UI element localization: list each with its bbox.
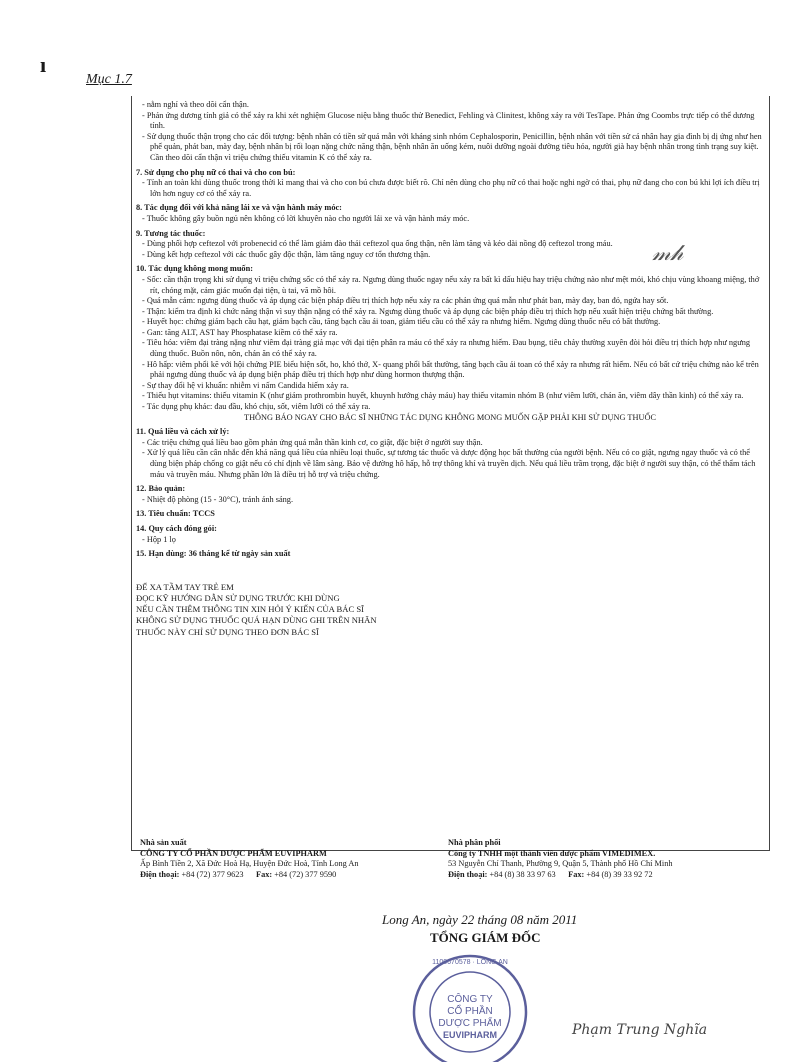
initial-signature-icon: 𝓂𝒽 xyxy=(652,240,684,265)
warning-line: KHÔNG SỬ DỤNG THUỐC QUÁ HẠN DÙNG GHI TRÊN NHÃN xyxy=(136,615,377,626)
manufacturer-contact: Điện thoại: +84 (72) 377 9623 Fax: +84 (72) 377 9590 xyxy=(140,869,337,879)
leaflet-body xyxy=(136,100,764,638)
section-title: 10. Tác dụng không mong muốn: xyxy=(136,264,253,274)
warning-line: ĐỌC KỸ HƯỚNG DẪN SỬ DỤNG TRƯỚC KHI DÙNG xyxy=(136,592,340,603)
section-item: - Phản ứng dương tính giả có thể xảy ra khi xét nghiệm Glucose niệu bằng thuốc thử Benedict, Fehling và Clinitest, không xảy ra với TesTape. Phản ứng Coombs trực tiếp có thể dương tính. xyxy=(136,111,764,132)
warnings-block xyxy=(136,582,764,638)
section-title: 11. Quá liều và cách xử lý: xyxy=(136,427,230,437)
section-title: 14. Quy cách đóng gói: xyxy=(136,523,217,533)
warning-line: NẾU CẦN THÊM THÔNG TIN XIN HỎI Ý KIẾN CỦA BÁC SĨ xyxy=(136,604,364,615)
signatory-title: TỔNG GIÁM ĐỐC xyxy=(430,930,541,945)
distributor-address: 53 Nguyễn Chí Thanh, Phường 9, Quận 5, Thành phố Hồ Chí Minh xyxy=(448,859,673,869)
company-seal-icon xyxy=(395,940,545,1062)
section-title: 9. Tương tác thuốc: xyxy=(136,228,206,238)
section-item: - Thuốc không gây buồn ngủ nên không có lời khuyên nào cho người lái xe và vận hành máy móc. xyxy=(136,214,764,225)
warning-line: THUỐC NÀY CHỈ SỬ DỤNG THEO ĐƠN BÁC SĨ xyxy=(136,626,319,637)
warning-line: ĐỂ XA TẦM TAY TRẺ EM xyxy=(136,581,234,592)
section-item: - Sự thay đổi hệ vi khuẩn: nhiễm vi nấm Candida hiếm xảy ra. xyxy=(136,381,764,392)
section-item: - Gan: tăng ALT, AST hay Phosphatase kiềm có thể xảy ra. xyxy=(136,328,764,339)
section-item: - Dùng kết hợp ceftezol với các thuốc gây độc thận, làm tăng nguy cơ tổn thương thận. xyxy=(136,250,764,261)
distributor-block xyxy=(448,838,768,880)
svg-text:1100670578 · LONG AN: 1100670578 · LONG AN xyxy=(432,959,508,966)
section-item: - nằm nghỉ và theo dõi cẩn thận. xyxy=(136,100,764,111)
section-item: - Tiêu hóa: viêm đại tràng nặng như viêm đại tràng giả mạc với đại tiện phân ra máu có thể xảy ra nhưng hiếm. Đau bụng, tiêu chảy thường xuyên đòi hỏi điều trị thích hợp như ngưng dùng thuốc. Buồn nôn, nôn, chán ăn có thể xảy ra. xyxy=(136,338,764,359)
section-item: - Các triệu chứng quá liều bao gồm phản ứng quá mẫn thần kinh cơ, co giật, đặc biệt ở người suy thận. xyxy=(136,438,764,449)
binder-mark: ı xyxy=(40,52,47,77)
manufacturer-block xyxy=(140,838,440,880)
distributor-contact: Điện thoại: +84 (8) 38 33 97 63 Fax: +84 (8) 39 33 92 72 xyxy=(448,869,653,879)
manufacturer-address: Ấp Bình Tiền 2, Xã Đức Hoà Hạ, Huyện Đức Hoà, Tỉnh Long An xyxy=(140,859,359,869)
section-item: - Tính an toàn khi dùng thuốc trong thời kì mang thai và cho con bú chưa được biết rõ. Chỉ nên dùng cho phụ nữ có thai hoặc nghi ngờ có thai, phụ nữ đang cho con bú khi lợi ích điều trị lớn hơn nguy cơ có thể xảy ra. xyxy=(136,178,764,199)
signer-name: Phạm Trung Nghĩa xyxy=(572,1022,708,1038)
section-item: - Thiếu hụt vitamins: thiếu vitamin K (như giảm prothrombin huyết, khuynh hướng chảy máu) hay thiếu vitamin nhóm B (như viêm lưỡi, chán ăn, viêm dây thần kinh) có thể xảy ra. xyxy=(136,391,764,402)
distributor-name: Công ty TNHH một thành viên dược phẩm VIMEDIMEX. xyxy=(448,848,656,858)
section-title: 8. Tác dụng đối với khả năng lái xe và vận hành máy móc: xyxy=(136,203,342,213)
section-item: - Nhiệt độ phòng (15 - 30°C), tránh ánh sáng. xyxy=(136,495,764,506)
distributor-role: Nhà phân phối xyxy=(448,838,501,847)
svg-text:EUVIPHARM: EUVIPHARM xyxy=(442,1030,498,1040)
section-item: - Hộp 1 lọ xyxy=(136,535,764,546)
section-item: - Hô hấp: viêm phổi kẽ với hội chứng PIE biểu hiện sốt, ho, khó thở, X- quang phổi bất thường, tăng bạch cầu ái toan có thể xảy ra nhưng rất hiếm. Nếu có bất cứ triệu chứng nào kể trên phải ngưng dùng thuốc và áp dụng biện pháp điều trị thích hợp như dùng hormon thượng thận. xyxy=(136,360,764,381)
section-title: 13. Tiêu chuẩn: TCCS xyxy=(136,509,215,519)
manufacturer-name: CÔNG TY CỔ PHẦN DƯỢC PHẨM EUVIPHARM xyxy=(140,848,327,858)
section-item: - Quá mẫn cảm: ngưng dùng thuốc và áp dụng các biện pháp điều trị thích hợp nếu xảy ra các phản ứng quá mẫn như phát ban, mày đay, ban đỏ, ngứa hay sốt. xyxy=(136,296,764,307)
section-title: 7. Sử dụng cho phụ nữ có thai và cho con bú: xyxy=(136,167,296,177)
section-item: - Sốc: cần thận trọng khi sử dụng vì triệu chứng sốc có thể xảy ra. Ngưng dùng thuốc ngay nếu xảy ra bất kì dấu hiệu hay triệu chứng nào như mệt mỏi, khó chịu vùng khoang miệng, thở rít, chóng mặt, cảm giác muốn đại tiện, ù tai, vã mồ hôi. xyxy=(136,275,764,296)
svg-text:CÔNG TY: CÔNG TY xyxy=(447,994,493,1005)
section-item: - Sử dụng thuốc thận trọng cho các đối tượng: bệnh nhân có tiền sử quá mẫn với kháng sinh nhóm Cephalosporin, Penicillin, bệnh nhân với tiền sử cá nhân hay gia đình bị dị ứng như hen phế quản, phát ban, mày đay, bệnh nhân bị rối loạn nặng chức năng thận, bệnh nhân ăn uống kém, nuôi dưỡng ngoài đường tiêu hóa, người già hay bệnh nhân trong tình trạng suy kiệt. Cần theo dõi cẩn thận vì triệu chứng thiếu vitamin K có thể xảy ra. xyxy=(136,132,764,164)
section-title: 15. Hạn dùng: 36 tháng kể từ ngày sản xuất xyxy=(136,549,291,559)
section-label: Mục 1.7 xyxy=(86,72,132,87)
section-item: - Tác dụng phụ khác: đau đầu, khó chịu, sốt, viêm lưỡi có thể xảy ra. xyxy=(136,402,764,413)
adverse-effects-notice: THÔNG BÁO NGAY CHO BÁC SĨ NHỮNG TÁC DỤNG KHÔNG MONG MUỐN GẶP PHẢI KHI SỬ DỤNG THUỐC xyxy=(244,412,656,422)
section-item: - Xử lý quá liều cần cân nhắc đến khả năng quá liều của nhiều loại thuốc, sự tương tác thuốc và dược động học bất thường của người bệnh. Nếu có co giật, ngưng ngay thuốc và có thể dùng biện pháp chống co giật nếu có chỉ định về lâm sàng. Bảo vệ đường hô hấp, hỗ trợ thông khí và truyền dịch. Nếu quá liều trầm trọng, đặc biệt ở người suy thận, có thể thẩm tách máu và truyền máu. Nhưng phần lớn là điều trị hỗ trợ và triệu chứng. xyxy=(136,448,764,480)
section-item: - Thận: kiểm tra định kì chức năng thận vì suy thận nặng có thể xảy ra. Ngưng dùng thuốc và áp dụng các biện pháp điều trị thích hợp nếu xuất hiện triệu chứng bất thường. xyxy=(136,307,764,318)
place-date: Long An, ngày 22 tháng 08 năm 2011 xyxy=(382,912,578,927)
manufacturer-role: Nhà sản xuất xyxy=(140,838,187,847)
svg-text:DƯỢC PHẨM: DƯỢC PHẨM xyxy=(438,1018,502,1029)
section-item: - Huyết học: chứng giảm bạch cầu hạt, giảm bạch cầu, tăng bạch cầu ái toan, giảm tiểu cầu có thể xảy ra nhưng hiếm. Ngưng dùng thuốc nếu có bất thường. xyxy=(136,317,764,328)
section-title: 12. Bảo quản: xyxy=(136,484,186,494)
svg-text:CỔ PHẦN: CỔ PHẦN xyxy=(447,1006,493,1017)
section-item: - Dùng phối hợp ceftezol với probenecid có thể làm giảm đào thải ceftezol qua ống thận, nên làm tăng và kéo dài nồng độ ceftezol trong máu. xyxy=(136,239,764,250)
